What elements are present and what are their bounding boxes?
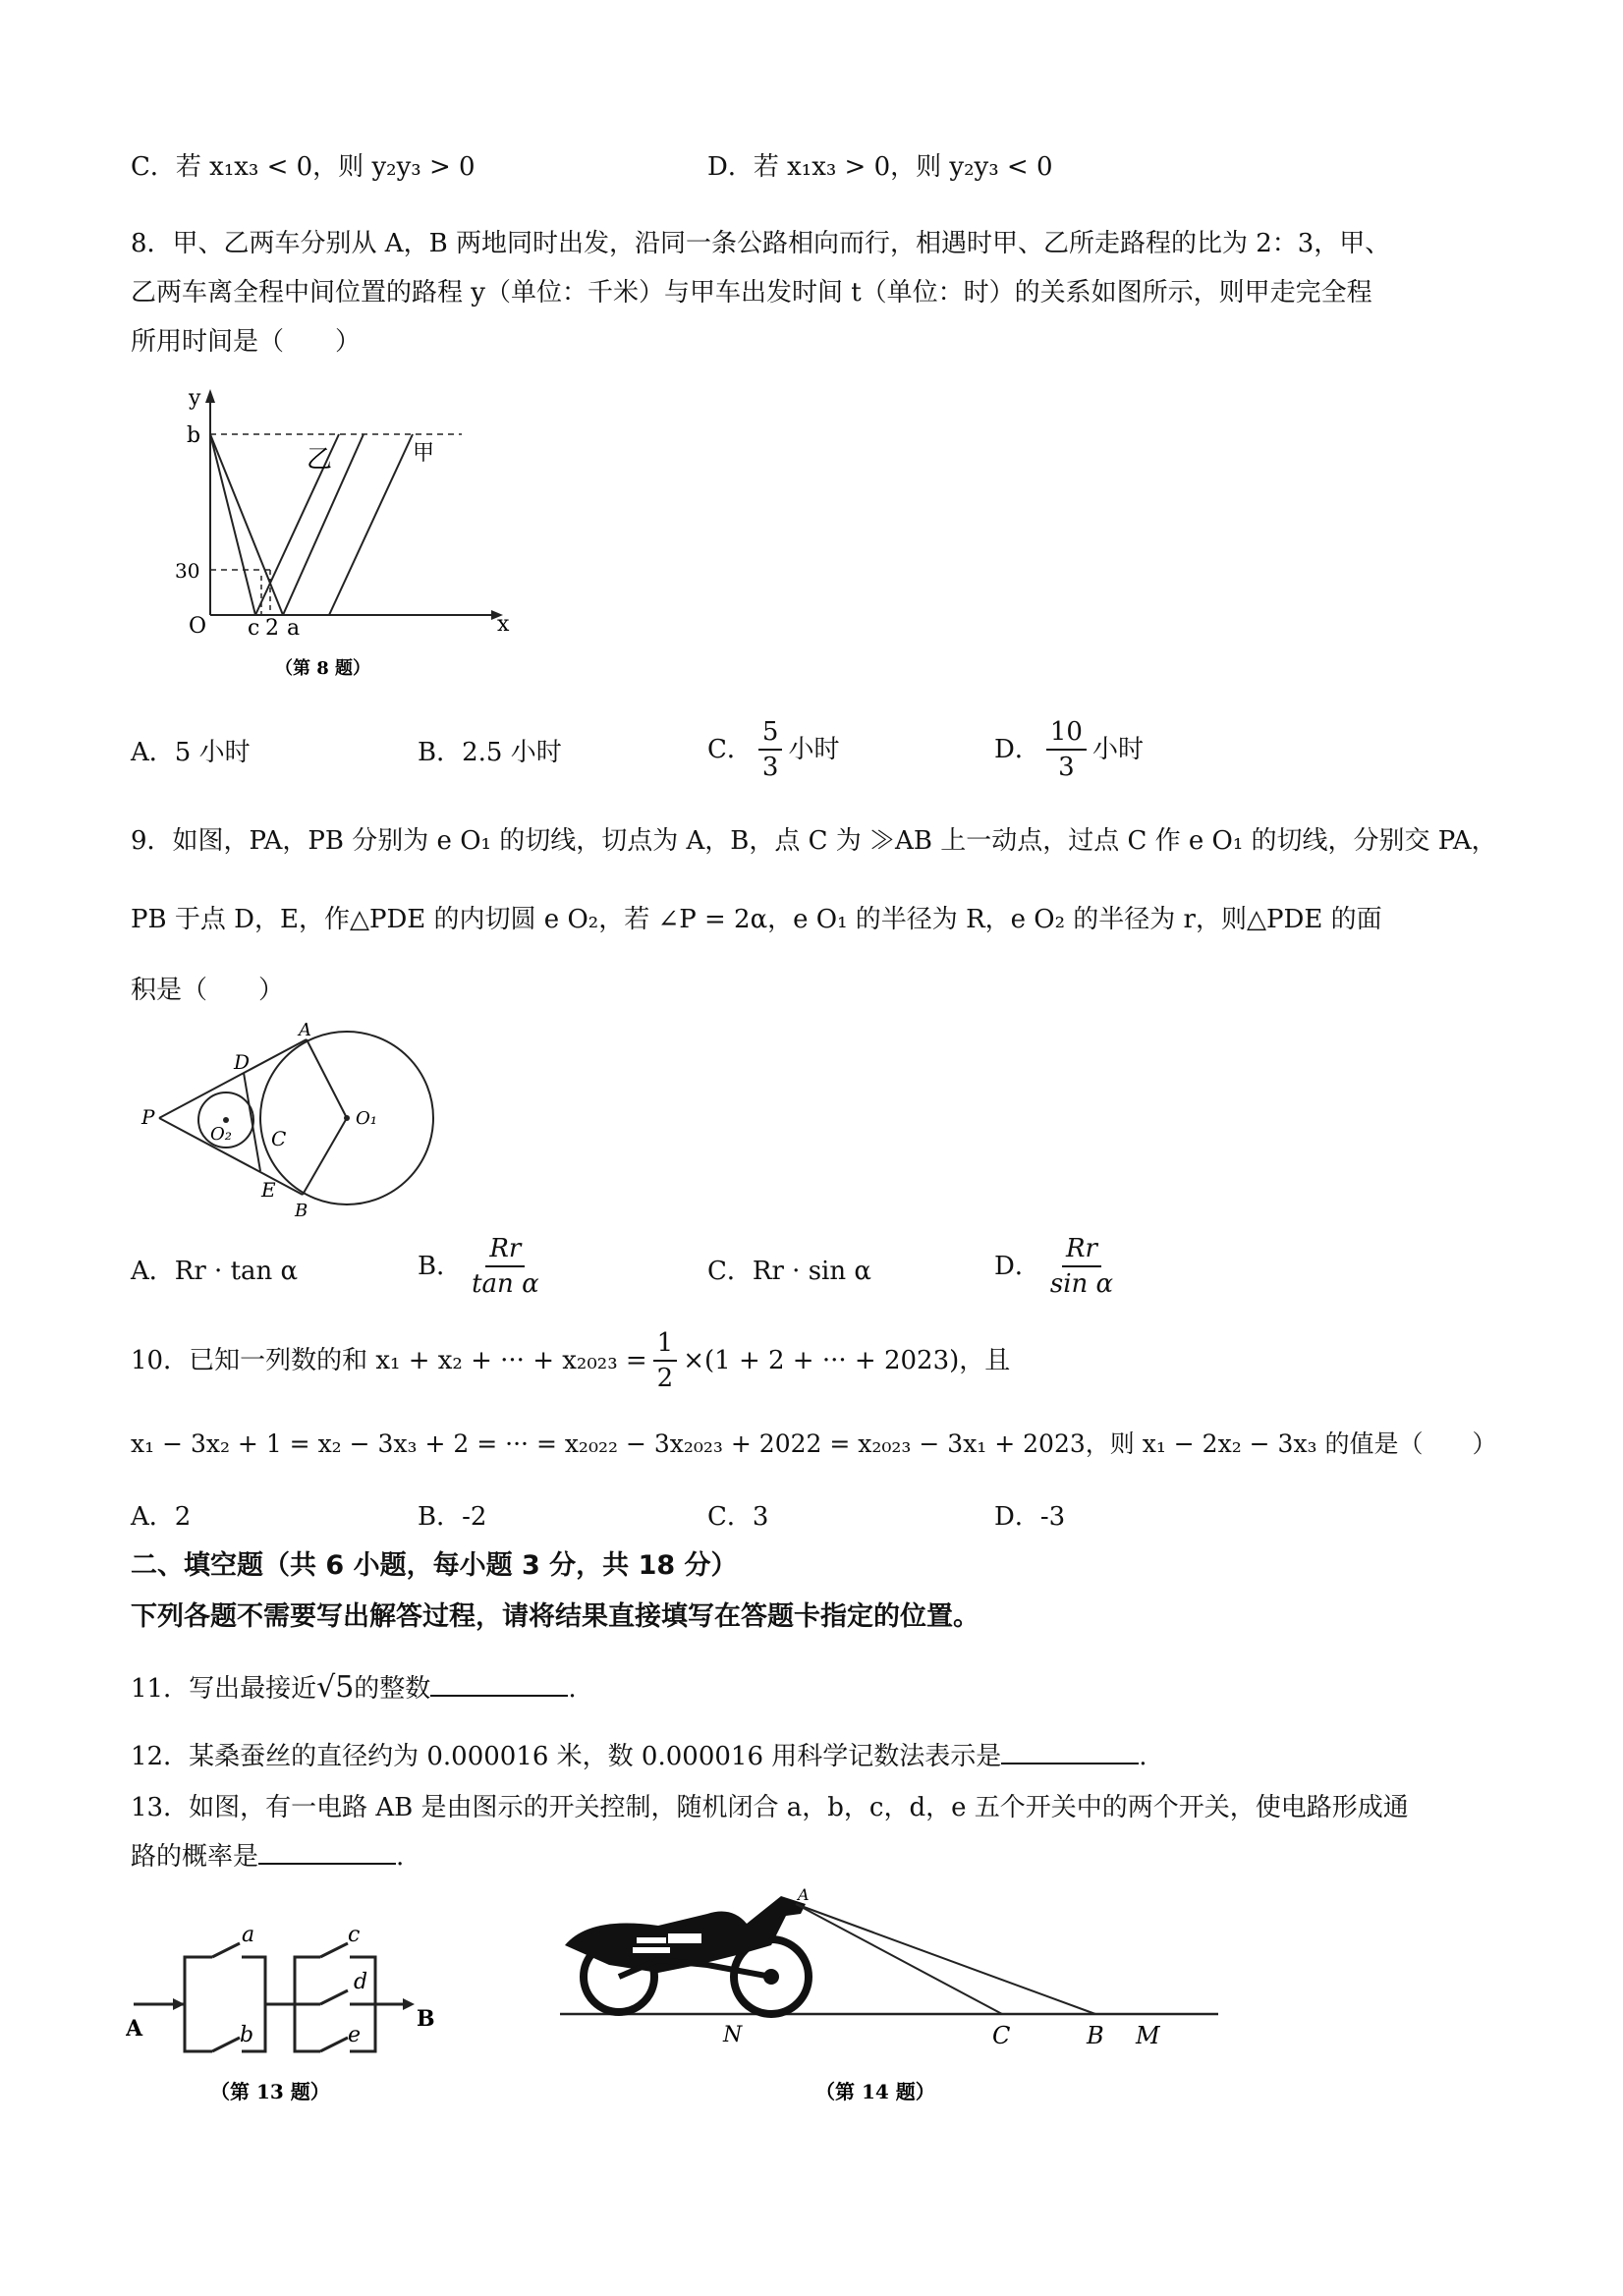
q8-graph-jia-label: 甲: [413, 441, 435, 466]
q9-fig-e-label: E: [261, 1178, 276, 1202]
q14-fig-caption: （第 14 题）: [815, 2080, 935, 2103]
q14-fig-c-label: C: [992, 2022, 1011, 2049]
q8-graph: [167, 383, 521, 688]
q14-fig-m-label: M: [1136, 2022, 1160, 2049]
q9-option-b-prefix: B．: [418, 1252, 463, 1281]
q9-option-d-fraction: [1046, 1232, 1117, 1301]
q11-suffix: 的整数: [354, 1674, 431, 1704]
q14-fig-b-label: B: [1087, 2022, 1104, 2049]
q11-answer-blank[interactable]: [430, 1673, 568, 1697]
q8-option-c-denominator: 3: [761, 753, 779, 782]
q8-graph-a-label: a: [287, 616, 301, 641]
q8-graph-30-label: 30: [175, 559, 200, 583]
q9-option-b: [418, 1232, 549, 1301]
q12-question: 12．某桑蚕丝的直径约为 0.000016 米，数 0.000016 用科学记数法表示是: [131, 1742, 1002, 1771]
q8-graph-b-label: b: [187, 423, 201, 448]
q8-text-line3: 所用时间是（ ）: [131, 327, 362, 357]
q13-circuit-figure: [126, 1906, 440, 2102]
q9-figure: [138, 1022, 452, 1218]
section2-title: 二、填空题（共 6 小题，每小题 3 分，共 18 分）: [131, 1550, 738, 1581]
q9-option-d: [994, 1232, 1123, 1301]
q9-text-line1: 9．如图，PA，PB 分别为 e O₁ 的切线，切点为 A，B，点 C 为 ≫AB 上一动点，过点 C 作 e O₁ 的切线，分别交 PA，: [131, 826, 1497, 856]
q8-option-c: [707, 715, 839, 784]
q8-option-d-denominator: 3: [1058, 753, 1075, 782]
q9-option-d-prefix: D．: [994, 1252, 1040, 1281]
q8-graph-2-label: 2: [265, 616, 279, 641]
q10-half-fraction: [653, 1326, 678, 1395]
q8-option-a: A．5 小时: [131, 738, 251, 767]
q9-option-a: A．Rr · tan α: [131, 1257, 299, 1286]
motorcycle-icon: [565, 1896, 809, 2014]
q10-line1-suffix: ×(1 + 2 + ··· + 2023)，且: [683, 1346, 1011, 1375]
q8-option-c-prefix: C．: [707, 735, 753, 764]
q9-fig-p-label: P: [141, 1105, 155, 1129]
q13-end: .: [396, 1842, 405, 1872]
q13-text-line2: [131, 1839, 404, 1875]
q13-fig-switch-e: e: [348, 2023, 362, 2047]
q10-option-b: B．-2: [418, 1502, 487, 1532]
q10-fraction-denominator: 2: [656, 1364, 674, 1393]
q9-option-b-fraction: [468, 1232, 543, 1301]
q8-option-d-fraction: [1046, 715, 1087, 784]
q11-prefix: 11．写出最接近: [131, 1674, 317, 1704]
q8-graph-x-label: x: [497, 612, 510, 637]
q11-text: [131, 1670, 577, 1707]
q14-fig-a-label: A: [798, 1886, 810, 1904]
q13-fig-switch-a: a: [242, 1923, 255, 1947]
q9-fig-o1-label: O₁: [356, 1108, 377, 1129]
q9-option-b-numerator: Rr: [485, 1232, 525, 1267]
q12-answer-blank[interactable]: [1001, 1741, 1139, 1764]
q13-fig-caption: （第 13 题）: [210, 2080, 330, 2102]
q9-fig-a-label: A: [299, 1022, 311, 1040]
q12-text: [131, 1739, 1147, 1774]
q7-option-c: C．若 x₁x₃ < 0，则 y₂y₃ > 0: [131, 152, 476, 182]
q13-text-line1: 13．如图，有一电路 AB 是由图示的开关控制，随机闭合 a，b，c，d，e 五个开关中的两个开关，使电路形成通: [131, 1793, 1409, 1822]
q7-option-d: D．若 x₁x₃ > 0，则 y₂y₃ < 0: [707, 152, 1053, 182]
q14-fig-n-label: N: [723, 2023, 743, 2047]
q9-fig-b-label: B: [295, 1201, 308, 1218]
q11-radical: √5: [316, 1670, 355, 1705]
q10-option-c: C．3: [707, 1502, 769, 1532]
q8-graph-yi-label: 乙: [307, 445, 333, 475]
q10-fraction-numerator: 1: [653, 1326, 678, 1362]
q8-option-d-numerator: 10: [1046, 715, 1087, 751]
q12-end: .: [1139, 1742, 1147, 1771]
q8-graph-caption: （第 8 题）: [275, 658, 371, 679]
q9-option-d-numerator: Rr: [1062, 1232, 1101, 1267]
q9-option-d-denominator: sin α: [1049, 1269, 1114, 1299]
q9-fig-c-label: C: [271, 1127, 287, 1150]
q9-text-line3: 积是（ ）: [131, 976, 285, 1005]
q13-fig-switch-c: c: [348, 1923, 361, 1947]
q10-text-line1: [131, 1326, 1010, 1395]
q8-option-c-numerator: 5: [758, 715, 783, 751]
q13-fig-switch-b: b: [240, 2023, 254, 2047]
q13-fig-a-terminal: A: [126, 2016, 143, 2042]
q13-line2-text: 路的概率是: [131, 1842, 259, 1872]
q9-option-c: C．Rr · sin α: [707, 1257, 871, 1286]
q8-option-b: B．2.5 小时: [418, 738, 562, 767]
q9-text-line2: PB 于点 D，E，作△PDE 的内切圆 e O₂，若 ∠P = 2α，e O₁ 的半径为 R，e O₂ 的半径为 r，则△PDE 的面: [131, 905, 1382, 934]
q10-option-a: A．2: [131, 1502, 192, 1532]
q9-fig-d-label: D: [234, 1050, 251, 1074]
q10-line1-prefix: 10．已知一列数的和 x₁ + x₂ + ··· + x₂₀₂₃ =: [131, 1346, 647, 1375]
q9-fig-o2-label: O₂: [210, 1124, 232, 1145]
q13-fig-b-terminal: B: [417, 2006, 435, 2032]
q14-motorcycle-figure: [550, 1886, 1228, 2112]
q13-answer-blank[interactable]: [258, 1841, 396, 1865]
q8-option-d-prefix: D．: [994, 735, 1040, 764]
q8-option-d-suffix: 小时: [1091, 735, 1144, 764]
q8-option-d: [994, 715, 1144, 784]
q8-option-c-fraction: [758, 715, 783, 784]
q9-option-b-denominator: tan α: [472, 1269, 539, 1299]
q13-fig-switch-d: d: [354, 1970, 368, 1994]
q8-text-line2: 乙两车离全程中间位置的路程 y（单位：千米）与甲车出发时间 t（单位：时）的关系如图所示，则甲走完全程: [131, 278, 1372, 308]
q10-text-line2: x₁ − 3x₂ + 1 = x₂ − 3x₃ + 2 = ··· = x₂₀₂₂ − 3x₂₀₂₃ + 2022 = x₂₀₂₃ − 3x₁ + 2023，则 x₁ − 2x₂ − 3x₃ 的值是（ ）: [131, 1429, 1497, 1458]
q10-option-d: D．-3: [994, 1502, 1066, 1532]
q8-graph-c-label: c: [248, 616, 260, 641]
section2-instruction: 下列各题不需要写出解答过程，请将结果直接填写在答题卡指定的位置。: [131, 1601, 979, 1632]
q8-graph-y-label: y: [189, 386, 201, 411]
q8-graph-origin-label: O: [189, 614, 207, 639]
q8-option-c-suffix: 小时: [788, 735, 840, 764]
q8-text-line1: 8．甲、乙两车分别从 A，B 两地同时出发，沿同一条公路相向而行，相遇时甲、乙所走路程的比为 2：3，甲、: [131, 229, 1391, 258]
q11-end: .: [568, 1674, 577, 1704]
